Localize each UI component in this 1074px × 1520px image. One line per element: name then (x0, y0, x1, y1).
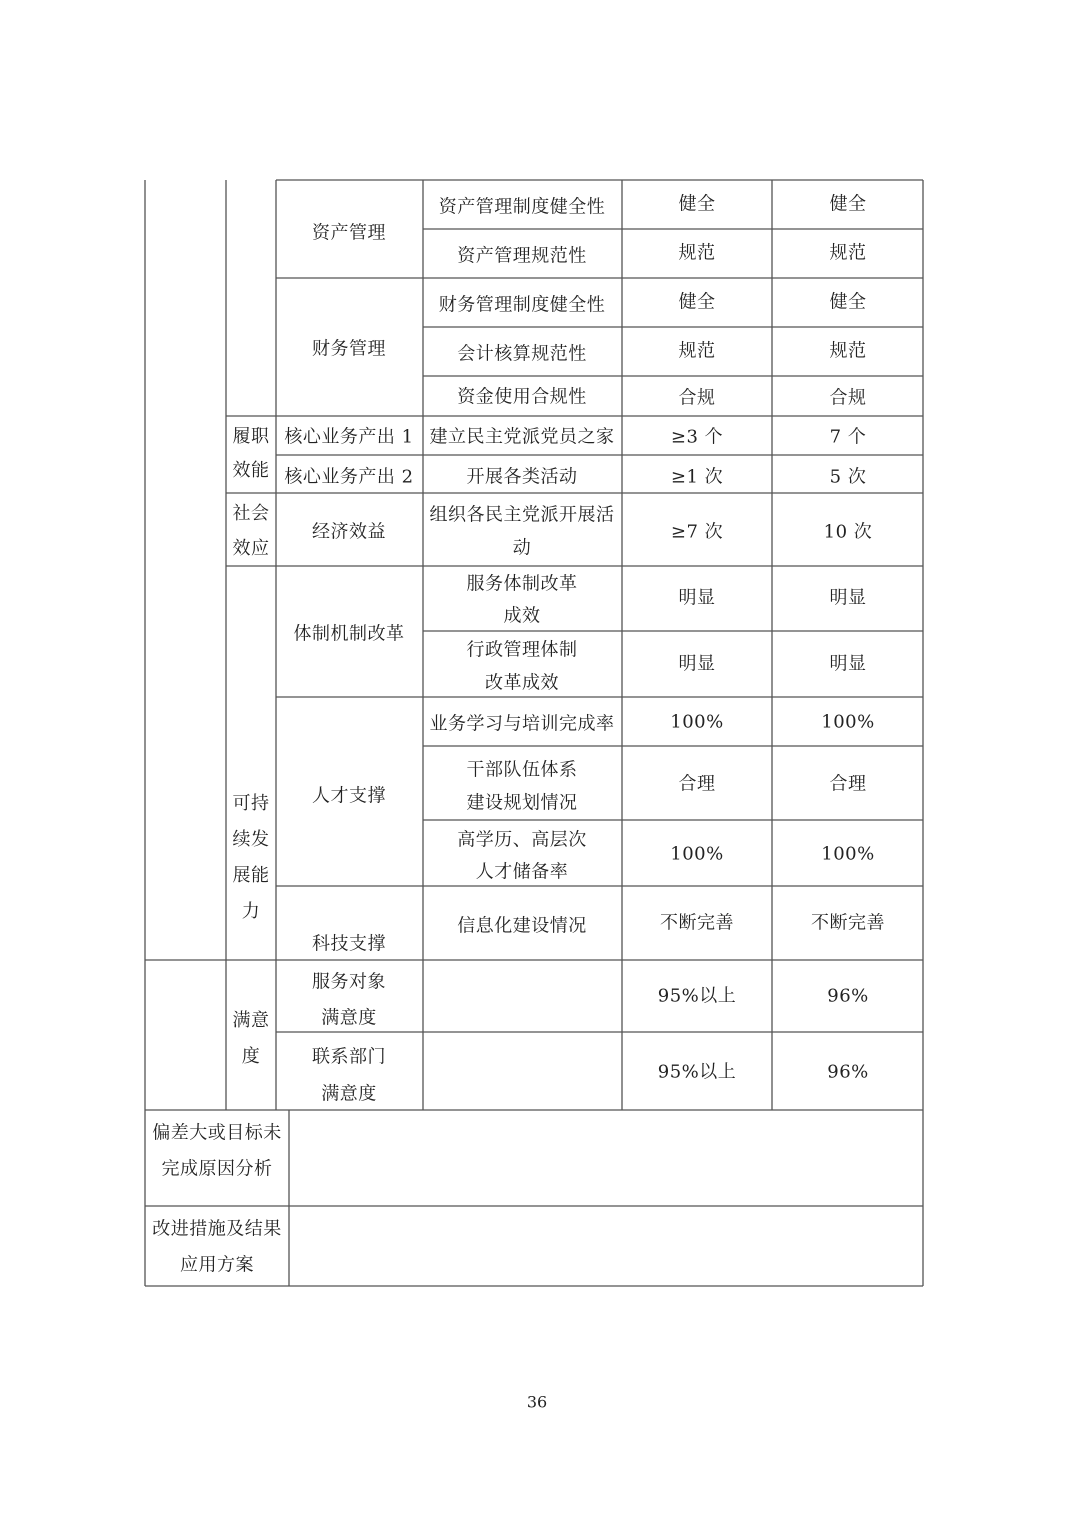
performance-category-1: 核心业务产出 1 (284, 426, 414, 448)
social-label-2: 效应 (232, 538, 270, 559)
performance-target-2: ≥1 次 (670, 466, 724, 488)
social-actual: 10 次 (823, 521, 873, 543)
sustainable-label-1: 可持 (232, 793, 270, 814)
finance-target-2: 规范 (678, 340, 716, 362)
reform-indicator-1-line-1: 服务体制改革 (466, 573, 578, 595)
reform-actual-1: 明显 (829, 587, 867, 609)
satisfaction-target-2: 95%以上 (657, 1061, 737, 1083)
finance-target-3: 合规 (678, 387, 716, 409)
talent-indicator-3-line-2: 人才储备率 (475, 861, 569, 883)
satisfaction-label-1: 满意 (232, 1010, 270, 1031)
improvement-label-line-1: 改进措施及结果 (152, 1218, 282, 1240)
finance-indicator-2: 会计核算规范性 (457, 343, 587, 365)
talent-target-2: 合理 (678, 773, 716, 795)
page-number: 36 (526, 1392, 548, 1412)
asset-actual-2: 规范 (829, 242, 867, 264)
asset-target-2: 规范 (678, 242, 716, 264)
satisfaction-label-2: 度 (241, 1046, 261, 1067)
talent-indicator-3-line-1: 高学历、高层次 (457, 829, 587, 851)
satisfaction-category-2-line-1: 联系部门 (312, 1046, 386, 1068)
satisfaction-actual-1: 96% (827, 985, 869, 1007)
talent-indicator-1: 业务学习与培训完成率 (429, 713, 615, 735)
social-target: ≥7 次 (670, 521, 724, 543)
tech-indicator: 信息化建设情况 (457, 915, 587, 937)
performance-actual-1: 7 个 (829, 426, 867, 448)
finance-mgmt-category: 财务管理 (312, 338, 386, 360)
reform-indicator-2-line-2: 改革成效 (485, 672, 559, 694)
talent-indicator-2-line-1: 干部队伍体系 (466, 759, 578, 781)
performance-label-1: 履职 (232, 426, 270, 447)
finance-actual-3: 合规 (829, 387, 867, 409)
talent-actual-1: 100% (821, 711, 875, 733)
performance-target-1: ≥3 个 (670, 426, 724, 448)
finance-indicator-3: 资金使用合规性 (457, 386, 587, 408)
deviation-label-line-2: 完成原因分析 (161, 1158, 273, 1180)
sustainable-label-2: 续发 (232, 829, 270, 850)
asset-indicator-2: 资产管理规范性 (457, 245, 587, 267)
tech-actual: 不断完善 (811, 912, 885, 934)
performance-category-2: 核心业务产出 2 (284, 466, 414, 488)
performance-actual-2: 5 次 (829, 466, 867, 488)
satisfaction-category-1-line-1: 服务对象 (312, 971, 386, 993)
performance-indicator-1: 建立民主党派党员之家 (429, 426, 615, 448)
deviation-label-line-1: 偏差大或目标未 (152, 1122, 282, 1144)
social-indicator-line-2: 动 (512, 537, 532, 559)
finance-actual-1: 健全 (829, 291, 867, 313)
sustainable-label-3: 展能 (232, 865, 270, 886)
finance-actual-2: 规范 (829, 340, 867, 362)
reform-indicator-2-line-1: 行政管理体制 (466, 639, 578, 661)
social-indicator-line-1: 组织各民主党派开展活 (429, 504, 615, 526)
satisfaction-category-2-line-2: 满意度 (321, 1083, 377, 1105)
reform-category: 体制机制改革 (293, 623, 405, 645)
satisfaction-category-1-line-2: 满意度 (321, 1007, 377, 1029)
reform-indicator-1-line-2: 成效 (503, 605, 541, 627)
asset-mgmt-category: 资产管理 (312, 222, 386, 244)
reform-target-1: 明显 (678, 587, 716, 609)
reform-actual-2: 明显 (829, 653, 867, 675)
social-category: 经济效益 (312, 521, 386, 543)
finance-indicator-1: 财务管理制度健全性 (438, 294, 606, 316)
sustainable-label-4: 力 (241, 901, 261, 922)
satisfaction-target-1: 95%以上 (657, 985, 737, 1007)
satisfaction-actual-2: 96% (827, 1061, 869, 1083)
performance-label-2: 效能 (232, 460, 270, 481)
finance-target-1: 健全 (678, 291, 716, 313)
tech-target: 不断完善 (660, 912, 734, 934)
reform-target-2: 明显 (678, 653, 716, 675)
improvement-label-line-2: 应用方案 (180, 1254, 254, 1276)
talent-actual-3: 100% (821, 843, 875, 865)
asset-actual-1: 健全 (829, 193, 867, 215)
social-label-1: 社会 (232, 503, 270, 524)
asset-target-1: 健全 (678, 193, 716, 215)
performance-indicator-2: 开展各类活动 (466, 466, 578, 488)
talent-actual-2: 合理 (829, 773, 867, 795)
talent-target-1: 100% (670, 711, 724, 733)
asset-indicator-1: 资产管理制度健全性 (438, 196, 606, 218)
talent-indicator-2-line-2: 建设规划情况 (466, 792, 578, 814)
talent-category: 人才支撑 (312, 785, 386, 807)
tech-category: 科技支撑 (312, 933, 386, 955)
talent-target-3: 100% (670, 843, 724, 865)
